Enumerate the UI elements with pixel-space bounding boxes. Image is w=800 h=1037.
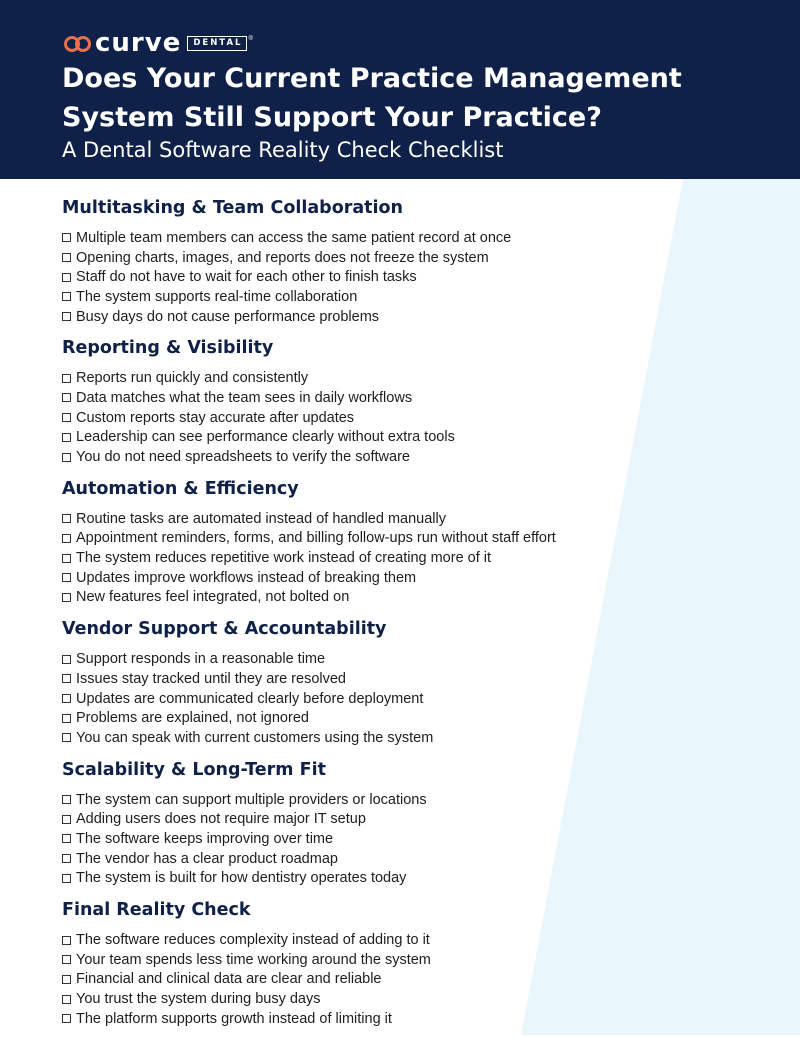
checklist-item-text: You trust the system during busy days <box>76 991 321 1008</box>
checklist-item <box>62 588 762 608</box>
checklist-items <box>62 790 762 888</box>
checklist-item <box>62 529 762 549</box>
curve-logo-mark-icon <box>63 32 93 54</box>
checklist-item <box>62 669 762 689</box>
empty-checkbox-icon <box>62 554 71 563</box>
page-subtitle: A Dental Software Reality Check Checklist <box>62 138 504 162</box>
checklist-item-text: Problems are explained, not ignored <box>76 710 309 727</box>
empty-checkbox-icon <box>62 253 71 262</box>
checklist-item-text: The system supports real-time collaboration <box>76 288 358 305</box>
checklist-item-text: Custom reports stay accurate after updates <box>76 409 355 426</box>
checklist-item <box>62 368 762 388</box>
checklist-item-text: Busy days do not cause performance problems <box>76 308 380 325</box>
checklist-item <box>62 728 762 748</box>
checklist-item-text: The system reduces repetitive work instead of creating more of it <box>76 550 492 567</box>
checklist-item-text: Reports run quickly and consistently <box>76 370 309 387</box>
checklist-item-text: Appointment reminders, forms, and billing follow-ups run without staff effort <box>76 530 556 547</box>
checklist-section <box>62 475 762 607</box>
checklist-item-text: Leadership can see performance clearly without extra tools <box>76 429 455 446</box>
checklist-item-text: Support responds in a reasonable time <box>76 651 326 668</box>
empty-checkbox-icon <box>62 393 71 402</box>
logo-wordmark: curve <box>95 28 182 58</box>
empty-checkbox-icon <box>62 273 71 282</box>
checklist-item-text: The platform supports growth instead of limiting it <box>76 1010 392 1027</box>
empty-checkbox-icon <box>62 534 71 543</box>
empty-checkbox-icon <box>62 433 71 442</box>
checklist-item <box>62 989 762 1009</box>
header-banner <box>0 0 800 179</box>
checklist-item <box>62 849 762 869</box>
checklist-item <box>62 509 762 529</box>
empty-checkbox-icon <box>62 834 71 843</box>
checklist-item-text: You can speak with current customers using the system <box>76 729 434 746</box>
section-title: Automation & Efficiency <box>62 478 299 499</box>
checklist-item <box>62 408 762 428</box>
checklist-item-text: The system can support multiple providers or locations <box>76 791 427 808</box>
checklist-item-text: Issues stay tracked until they are resolved <box>76 670 346 687</box>
checklist-item <box>62 930 762 950</box>
empty-checkbox-icon <box>62 655 71 664</box>
checklist-item <box>62 790 762 810</box>
empty-checkbox-icon <box>62 593 71 602</box>
empty-checkbox-icon <box>62 413 71 422</box>
checklist-item <box>62 829 762 849</box>
section-title: Final Reality Check <box>62 900 251 921</box>
checklist-item <box>62 548 762 568</box>
page-title: Does Your Current Practice Management System Still Support Your Practice? <box>62 63 682 133</box>
empty-checkbox-icon <box>62 733 71 742</box>
empty-checkbox-icon <box>62 674 71 683</box>
checklist-item <box>62 248 762 268</box>
checklist-item-text: Opening charts, images, and reports does not freeze the system <box>76 249 489 266</box>
checklist-item <box>62 568 762 588</box>
empty-checkbox-icon <box>62 815 71 824</box>
checklist-item-text: New features feel integrated, not bolted on <box>76 589 350 606</box>
checklist-section <box>62 896 762 1028</box>
checklist-item <box>62 708 762 728</box>
logo-badge: DENTAL <box>187 36 247 51</box>
empty-checkbox-icon <box>62 292 71 301</box>
empty-checkbox-icon <box>62 995 71 1004</box>
checklist-item <box>62 228 762 248</box>
checklist-item-text: The software keeps improving over time <box>76 830 334 847</box>
checklist-item <box>62 970 762 990</box>
checklist-content <box>62 194 762 1037</box>
checklist-item <box>62 307 762 327</box>
empty-checkbox-icon <box>62 955 71 964</box>
empty-checkbox-icon <box>62 573 71 582</box>
checklist-section <box>62 615 762 747</box>
checklist-item <box>62 1009 762 1029</box>
checklist-item-text: Staff do not have to wait for each other to finish tasks <box>76 269 417 286</box>
checklist-item <box>62 649 762 669</box>
empty-checkbox-icon <box>62 795 71 804</box>
empty-checkbox-icon <box>62 874 71 883</box>
checklist-item-text: Your team spends less time working around the system <box>76 951 431 968</box>
checklist-section <box>62 334 762 466</box>
empty-checkbox-icon <box>62 453 71 462</box>
curve-dental-logo <box>63 29 253 57</box>
section-title: Multitasking & Team Collaboration <box>62 198 404 218</box>
checklist-item <box>62 809 762 829</box>
checklist-item-text: Adding users does not require major IT setup <box>76 811 366 828</box>
empty-checkbox-icon <box>62 374 71 383</box>
checklist-item-text: You do not need spreadsheets to verify the software <box>76 449 410 466</box>
checklist-item <box>62 428 762 448</box>
empty-checkbox-icon <box>62 936 71 945</box>
empty-checkbox-icon <box>62 854 71 863</box>
empty-checkbox-icon <box>62 233 71 242</box>
checklist-section <box>62 194 762 326</box>
checklist-item-text: Updates are communicated clearly before deployment <box>76 690 424 707</box>
checklist-item-text: The vendor has a clear product roadmap <box>76 850 338 867</box>
checklist-item-text: The software reduces complexity instead of adding to it <box>76 932 430 949</box>
checklist-item <box>62 447 762 467</box>
checklist-items <box>62 368 762 466</box>
checklist-item-text: Financial and clinical data are clear and reliable <box>76 971 382 988</box>
empty-checkbox-icon <box>62 1014 71 1023</box>
checklist-item <box>62 950 762 970</box>
empty-checkbox-icon <box>62 694 71 703</box>
empty-checkbox-icon <box>62 975 71 984</box>
section-title: Scalability & Long-Term Fit <box>62 759 326 780</box>
checklist-items <box>62 509 762 607</box>
checklist-item-text: Routine tasks are automated instead of handled manually <box>76 510 446 527</box>
section-title: Vendor Support & Accountability <box>62 619 387 640</box>
section-title: Reporting & Visibility <box>62 338 274 359</box>
checklist-item-text: Multiple team members can access the same patient record at once <box>76 229 512 246</box>
checklist-item <box>62 388 762 408</box>
checklist-items <box>62 930 762 1028</box>
checklist-items <box>62 649 762 747</box>
logo-registered-mark: ® <box>248 36 253 42</box>
empty-checkbox-icon <box>62 514 71 523</box>
checklist-item-text: The system is built for how dentistry operates today <box>76 870 407 887</box>
checklist-item <box>62 869 762 889</box>
checklist-item-text: Updates improve workflows instead of breaking them <box>76 569 417 586</box>
checklist-item <box>62 267 762 287</box>
checklist-item <box>62 689 762 709</box>
checklist-items <box>62 228 762 326</box>
empty-checkbox-icon <box>62 312 71 321</box>
checklist-section <box>62 756 762 888</box>
empty-checkbox-icon <box>62 714 71 723</box>
checklist-item-text: Data matches what the team sees in daily workflows <box>76 389 413 406</box>
checklist-item <box>62 287 762 307</box>
